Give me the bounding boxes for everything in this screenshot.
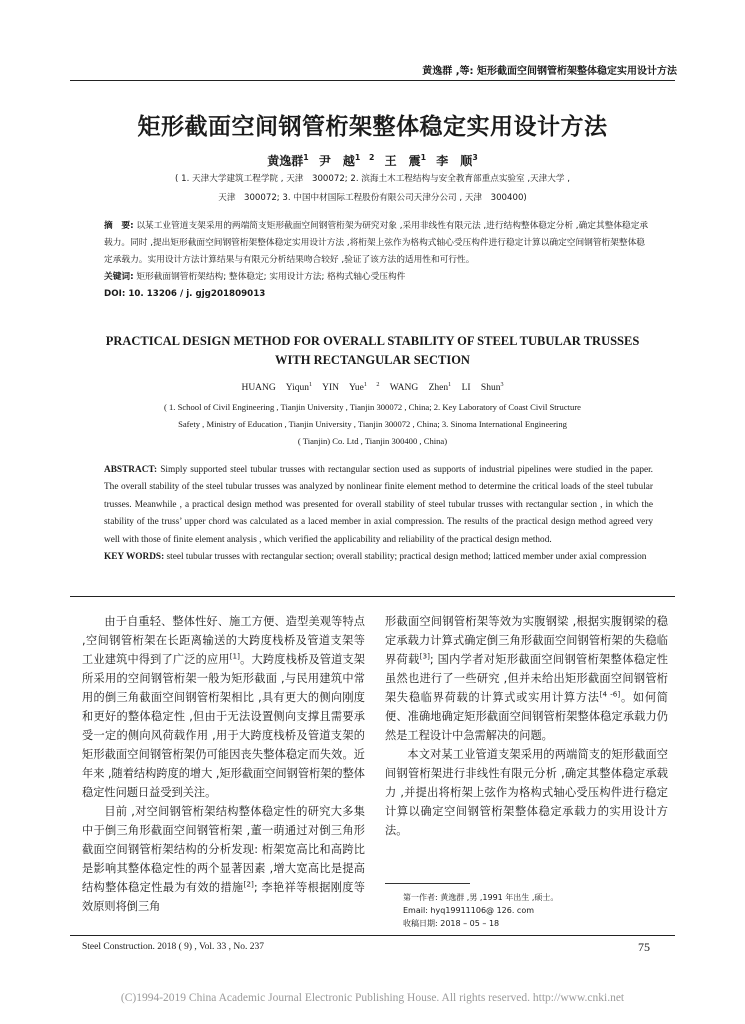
footnote: 第一作者: 黄逸群 ,男 ,1991 年出生 ,硕士。 Email: hyq19911106@ 126. com 收稿日期: 2018 – 05 – 18 — [403, 893, 559, 928]
authors-cn — [0, 152, 745, 169]
footer-rule — [70, 935, 675, 936]
abstract-en-body: ABSTRACT: Simply supported steel tubular trusses with rectangular section used as supports of industrial pipelines were studied in the paper. The overall stability of the steel tubular trusses was analyzed by nonlinear finite element method to determine the critical loads of the steel tubular trusses. Meanwhile , a practical design method was presented for overall stability of steel tubular trusses with rectangular section , in which the stability of the truss’ upper chord was calculated as a laced member in axial compression. The results of the practical design method agreed very well with those of finite element analysis , which verified the applicability and reliability of the practical design method. — [104, 465, 653, 545]
title-cn: 矩形截面空间钢管桁架整体稳定实用设计方法 — [137, 114, 608, 140]
abstract-cn-label: 摘 要: — [104, 221, 134, 231]
body-paragraph: 本文对某工业管道支架采用的两端简支的矩形截面空间钢管桁架进行非线性有限元分析 ,确定其整体稳定承载力 ,并提出将桁架上弦作为格构式轴心受压构件进行稳定计算以确定空间钢管桁架整体稳定承载力的实用设计方法。 — [385, 748, 668, 837]
affiliation-en-line: Safety , Ministry of Education , Tianjin University , Tianjin 300072 , China; 3. Sinoma International Engineering — [178, 419, 567, 429]
body-paragraph: 由于自重轻、整体性好、施工方便、造型美观等特点 ,空间钢管桁架在长距离输送的大跨度栈桥及管道支架等工业建筑中得到了广泛的应用[1]。大跨度栈桥及管道支架所采用的空间钢管桁架一般为矩形截面 ,与民用建筑中常用的倒三角截面空间钢管桁架相比 ,具有更大的侧向刚度和更好的整体稳定性 ,但由于无法设置侧向支撑且需要承受一定的侧向风荷载作用 ,用于大跨度栈桥及管道支架的矩形截面空间钢管桁架仍可能因丧失整体稳定而失效。近年来 ,随着结构跨度的增大 ,矩形截面空间钢管桁架的整体稳定性问题日益受到关注。 — [82, 615, 365, 799]
title-en: PRACTICAL DESIGN METHOD FOR OVERALL STABILITY OF STEEL TUBULAR TRUSSES WITH RECTANGULAR SECTION — [105, 334, 640, 367]
citation: [4 -6] — [599, 689, 621, 699]
body-paragraph: 形截面空间钢管桁架等效为实腹钢梁 ,根据实腹钢梁的稳定承载力计算式确定倒三角形截面空间钢管桁架的失稳临界荷载[3]; 国内学者对矩形截面空间钢管桁架整体稳定性虽然也进行了一些研究 ,但并未给出矩形截面空间钢管桁架失稳临界荷载的计算式或实用计算方法[4 -6]。如何简便、准确地确定矩形截面空间钢管桁架整体稳定承载力仍然是工程设计中急需解决的问题。 — [385, 615, 668, 742]
citation: [3] — [419, 651, 430, 661]
affiliation-en-line: ( Tianjin) Co. Ltd , Tianjin 300400 , China) — [297, 436, 448, 446]
author-cn-4: 李 顺$^3$ — [436, 153, 478, 168]
affiliation-en-line: ( 1. School of Civil Engineering , Tianjin University , Tianjin 300072 , China; 2. Key Laboratory of Coast Civil Structure — [163, 402, 581, 412]
footnote-rule — [385, 883, 470, 884]
running-head: 黄逸群 ,等: 矩形截面空间钢管桁架整体稳定实用设计方法 — [422, 66, 677, 77]
keywords-en-label: KEY WORDS: — [104, 552, 165, 563]
affiliations-en — [120, 399, 625, 450]
author-cn-1: 黄逸群$^1$ — [267, 153, 309, 168]
affiliations-cn — [110, 170, 635, 208]
author-en-1: HUANG Yiqun$^1$ — [241, 381, 313, 393]
body-column-right — [385, 612, 668, 840]
section-rule — [70, 596, 675, 597]
author-cn-3: 王 震$^1$ — [384, 153, 427, 168]
copyright-watermark: (C)1994-2019 China Academic Journal Electronic Publishing House. All rights reserved. http://www.cnki.net — [120, 992, 625, 1004]
body-paragraph: 目前 ,对空间钢管桁架结构整体稳定性的研究大多集中于倒三角形截面空间钢管桁架 ,董一萌通过对倒三角形截面空间钢管桁架结构的分析发现: 桁架宽高比和高跨比是影响其整体稳定性的两个显著因素 ,增大宽高比是提高结构整体稳定性最为有效的措施[2]; 李艳祥等根据刚度等效原则将倒三角 — [82, 805, 365, 913]
doi: DOI: 10. 13206 / j. gjg201809013 — [104, 289, 266, 299]
citation: [1] — [229, 651, 240, 661]
affiliation-cn-line: 天津 300072; 3. 中国中材国际工程股份有限公司天津分公司 , 天津 300400) — [218, 193, 527, 203]
citation: [2] — [243, 879, 254, 889]
abstract-en — [104, 462, 653, 566]
affiliation-cn-line: ( 1. 天津大学建筑工程学院 , 天津 300072; 2. 滨海土木工程结构与安全教育部重点实验室 ,天津大学 , — [175, 174, 570, 184]
abstract-cn — [104, 218, 653, 303]
keywords-cn: 关键词: 矩形截面钢管桁架结构; 整体稳定; 实用设计方法; 格构式轴心受压构件 — [104, 272, 406, 282]
abstract-cn-body: 摘 要: 以某工业管道支架采用的两端简支矩形截面空间钢管桁架为研究对象 ,采用非线性有限元法 ,进行结构整体稳定分析 ,确定其整体稳定承载力。同时 ,提出矩形截面空间钢管桁架整体稳定实用设计方法 ,将桁架上弦作为格构式轴心受压构件进行稳定计算以确定空间钢管桁架整体稳定承载力。实用设计方法计算结果与有限元分析结果吻合较好 ,验证了该方法的适用性和可行性。 — [104, 221, 649, 265]
journal-citation: Steel Construction. 2018 ( 9) , Vol. 33 , No. 237 — [82, 942, 264, 952]
body-column-left — [82, 612, 365, 916]
abstract-en-label: ABSTRACT: — [104, 465, 158, 475]
header-rule — [70, 80, 675, 81]
keywords-cn-label: 关键词: — [104, 272, 134, 282]
page-number: 75 — [638, 940, 650, 954]
keywords-en: KEY WORDS: steel tubular trusses with rectangular section; overall stability; practical design method; latticed member under axial compression — [104, 552, 647, 563]
authors-en — [0, 383, 745, 393]
author-cn-2: 尹 越$^{1 2}$ — [318, 153, 375, 168]
author-en-4: LI Shun$^3$ — [461, 381, 504, 393]
author-en-2: YIN Yue$^{1 2}$ — [322, 381, 380, 393]
author-en-3: WANG Zhen$^1$ — [389, 381, 452, 393]
